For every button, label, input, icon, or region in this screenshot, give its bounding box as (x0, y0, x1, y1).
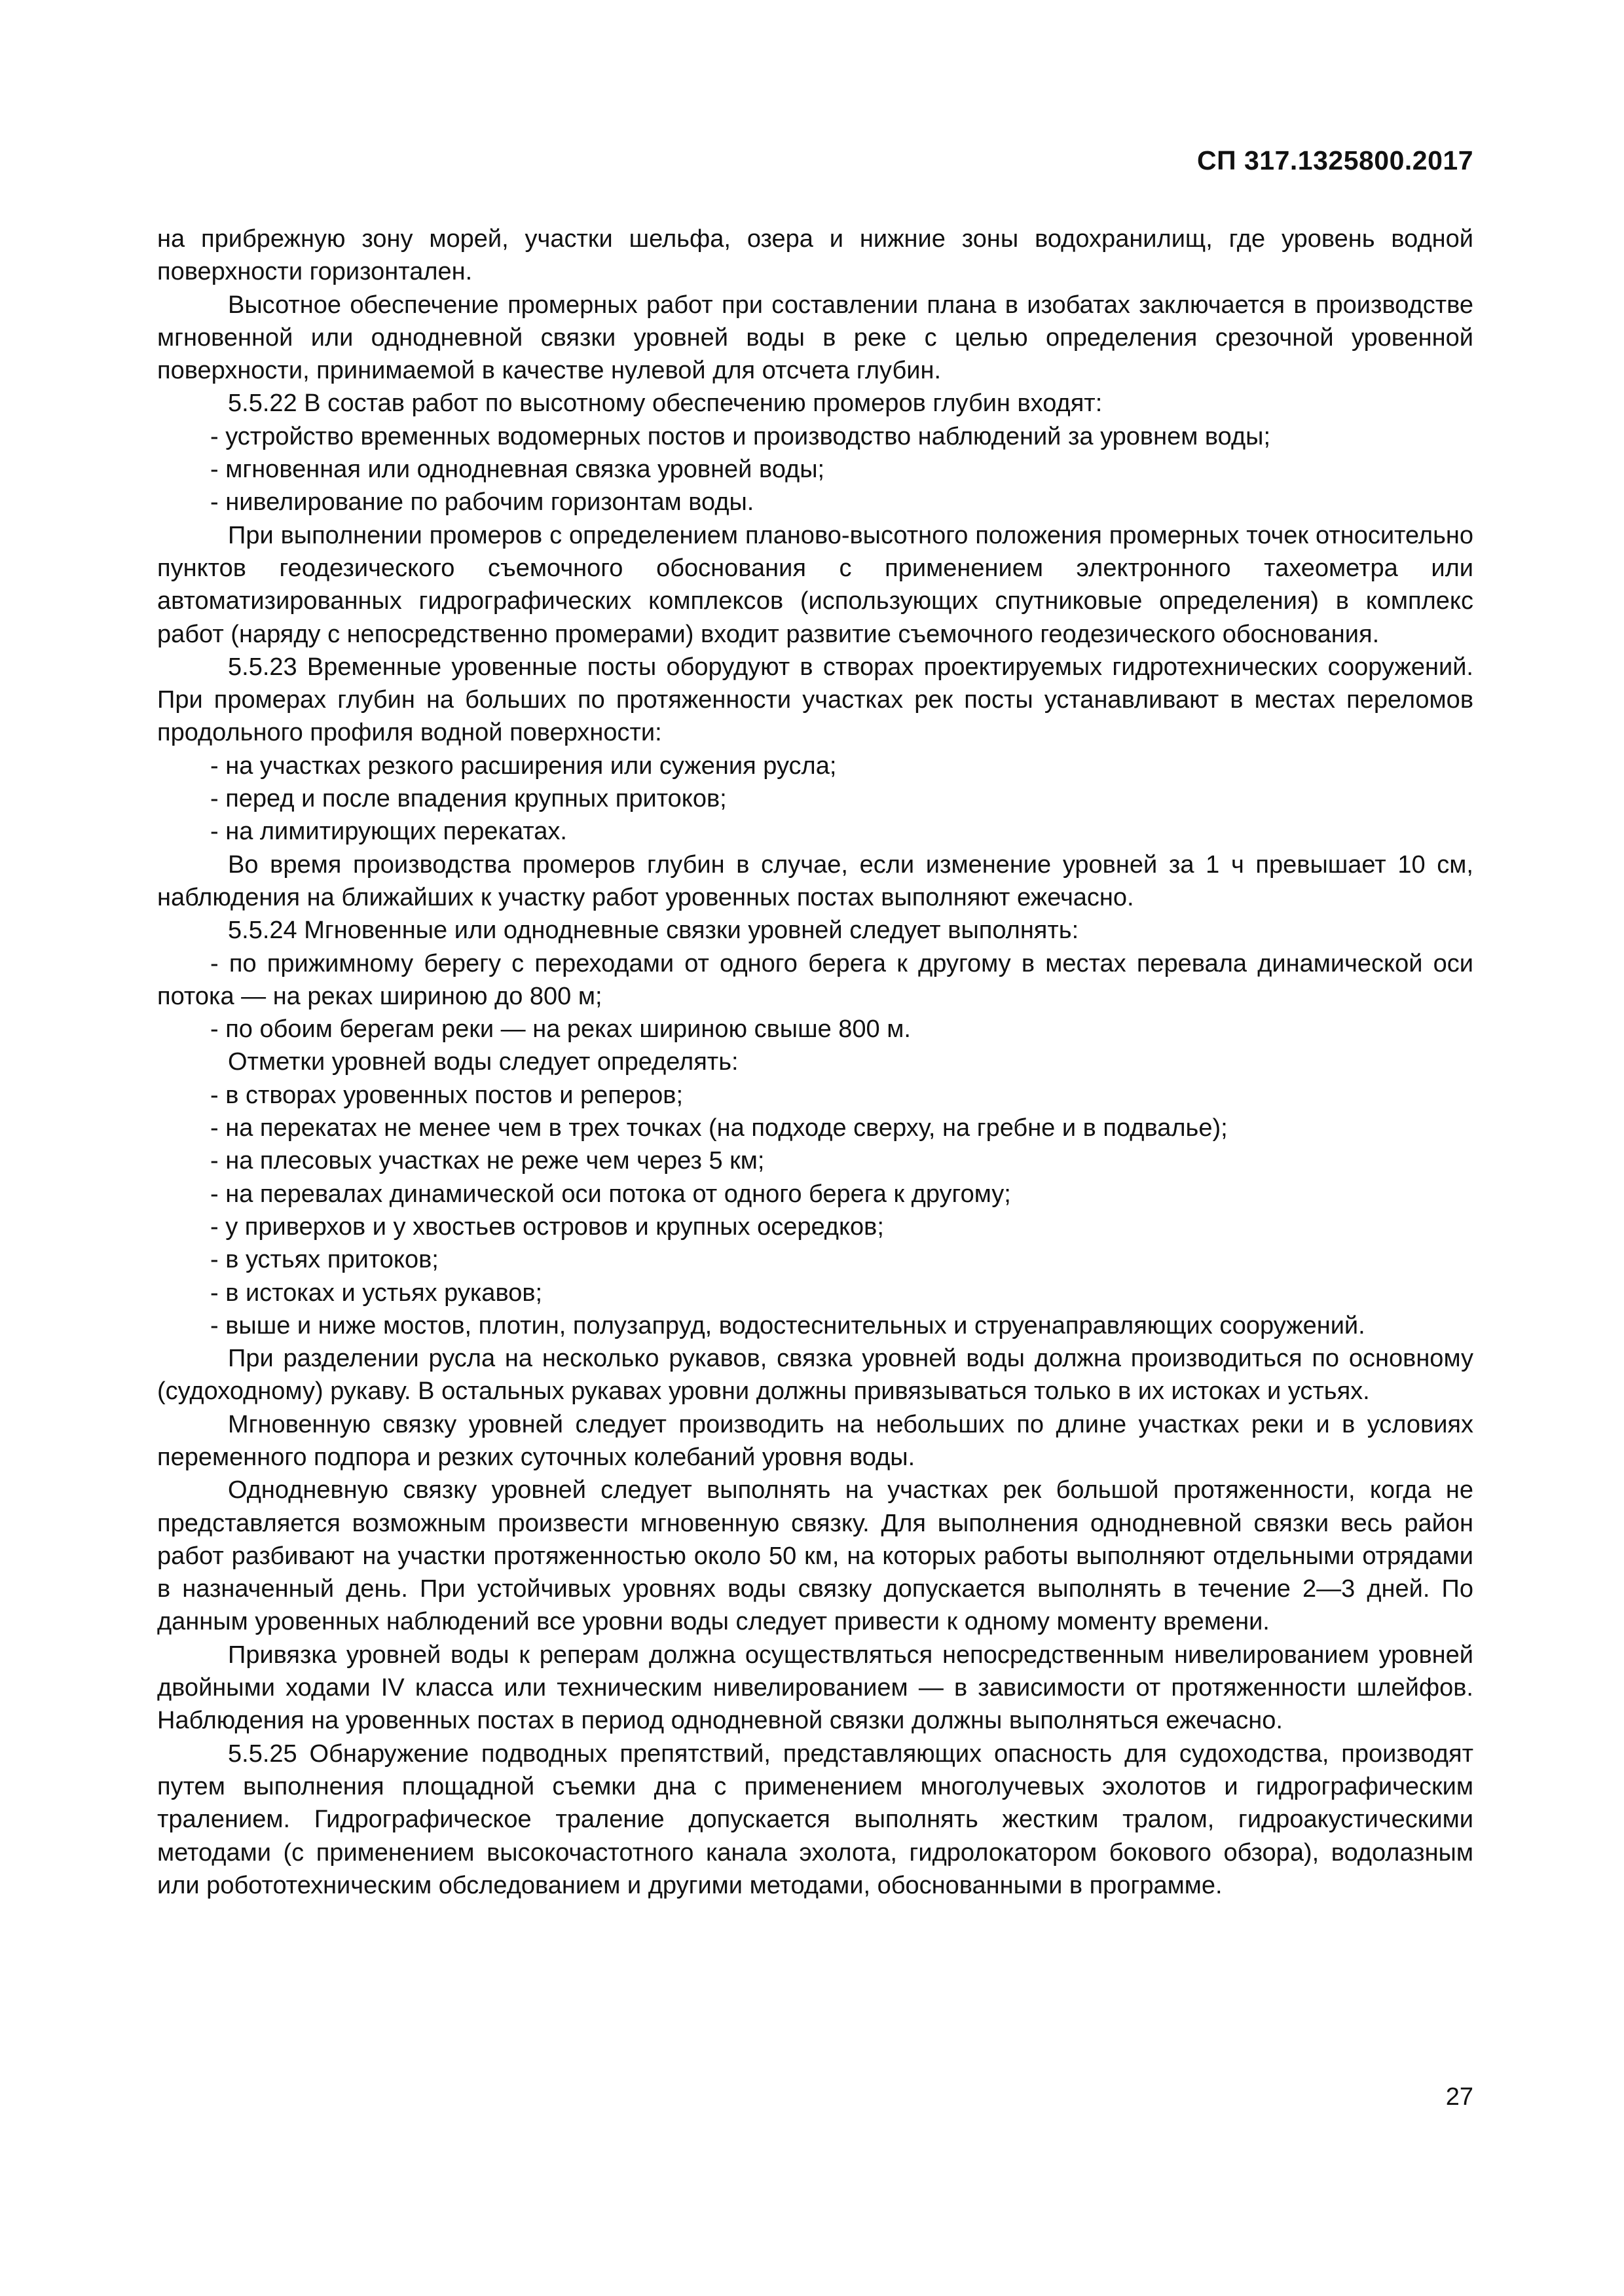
section-heading-5-5-22: 5.5.22 В состав работ по высотному обеспечению промеров глубин входят: (228, 390, 1103, 418)
paragraph: Отметки уровней воды следует определять: (228, 1048, 739, 1076)
list-item: - в створах уровенных постов и реперов; (210, 1081, 683, 1109)
paragraph: Однодневную связку уровней следует выполнять на участках рек большой протяженности, когда не представляется возможным произвести мгновенную связку. Для выполнения однодневной связки весь район работ разбивают на участки протяженностью около 50 км, на которых работы выполняют отдельными отрядами в назначенный день. При устойчивых уровнях воды связку допускается выполнять в течение 2—3 дней. По данным уровенных наблюдений все уровни воды следует привести к одному моменту времени. (157, 1476, 1473, 1636)
paragraph: При разделении русла на несколько рукавов, связка уровней воды должна производиться по основному (судоходному) рукаву. В остальных рукавах уровни должны привязываться только в их истоках и устьях. (157, 1345, 1473, 1406)
paragraph: При выполнении промеров с определением планово-высотного положения промерных точек относительно пунктов геодезического съемочного обоснования с применением электронного тахеометра или автоматизированных гидрографических комплексов (использующих спутниковые определения) в комплекс работ (наряду с непосредственно промерами) входит развитие съемочного геодезического обоснования. (157, 521, 1473, 648)
list-item: - у приверхов и у хвостьев островов и крупных осередков; (210, 1212, 884, 1241)
paragraph: Высотное обеспечение промерных работ при составлении плана в изобатах заключается в производстве мгновенной или однодневной связки уровней воды в реке с целью определения срезочной уровенной поверхности, принимаемой в качестве нулевой для отсчета глубин. (157, 291, 1473, 385)
list-item: - по обоим берегам реки — на реках шириною свыше 800 м. (210, 1015, 911, 1044)
paragraph: Мгновенную связку уровней следует производить на небольших по длине участках реки и в условиях переменного подпора и резких суточных колебаний уровня воды. (157, 1410, 1473, 1471)
list-item: - в устьях притоков; (210, 1246, 439, 1274)
document-body (157, 223, 1473, 1902)
list-item: - по прижимному берегу с переходами от одного берега к другому в местах перевала динамической оси потока — на реках шириною до 800 м; (157, 949, 1473, 1010)
list-item: - выше и ниже мостов, плотин, полузапруд, водостеснительных и струенаправляющих сооружений. (210, 1311, 1365, 1339)
list-item: - на плесовых участках не реже чем через 5 км; (210, 1147, 765, 1175)
list-item: - на участках резкого расширения или сужения русла; (210, 752, 837, 780)
paragraph: Во время производства промеров глубин в случае, если изменение уровней за 1 ч превышает 10 см, наблюдения на ближайших к участку работ уровенных постах выполняют ежечасно. (157, 850, 1473, 911)
paragraph: на прибрежную зону морей, участки шельфа, озера и нижние зоны водохранилищ, где уровень водной поверхности горизонтален. (157, 225, 1473, 286)
list-item: - перед и после впадения крупных притоков; (210, 785, 727, 813)
list-item: - нивелирование по рабочим горизонтам воды. (210, 488, 754, 517)
list-item: - устройство временных водомерных постов и производство наблюдений за уровнем воды; (210, 422, 1271, 450)
section-paragraph-5-5-23: 5.5.23 Временные уровенные посты оборудуют в створах проектируемых гидротехнических сооружений. При промерах глубин на больших по протяженности участках рек посты устанавливают в местах переломов продольного профиля водной поверхности: (157, 653, 1473, 747)
page-number: 27 (1445, 2083, 1473, 2111)
list-item: - на перевалах динамической оси потока от одного берега к другому; (210, 1180, 1011, 1208)
list-item: - мгновенная или однодневная связка уровней воды; (210, 456, 825, 484)
section-heading-5-5-24: 5.5.24 Мгновенные или однодневные связки уровней следует выполнять: (228, 917, 1079, 945)
document-code-header: СП 317.1325800.2017 (1197, 145, 1473, 175)
list-item: - в истоках и устьях рукавов; (210, 1279, 543, 1307)
section-paragraph-5-5-25: 5.5.25 Обнаружение подводных препятствий, представляющих опасность для судоходства, производят путем выполнения площадной съемки дна с применением многолучевых эхолотов и гидрографическим тралением. Гидрографическое траление допускается выполнять жестким тралом, гидроакустическими методами (с применением высокочастотного канала эхолота, гидролокатором бокового обзора), водолазным или робототехническим обследованием и другими методами, обоснованными в программе. (157, 1740, 1473, 1899)
paragraph: Привязка уровней воды к реперам должна осуществляться непосредственным нивелированием уровней двойными ходами IV класса или техническим нивелированием — в зависимости от протяженности шлейфов. Наблюдения на уровенных постах в период однодневной связки должны выполняться ежечасно. (157, 1641, 1473, 1735)
list-item: - на перекатах не менее чем в трех точках (на подходе сверху, на гребне и в подвалье); (210, 1114, 1228, 1142)
list-item: - на лимитирующих перекатах. (210, 818, 567, 846)
